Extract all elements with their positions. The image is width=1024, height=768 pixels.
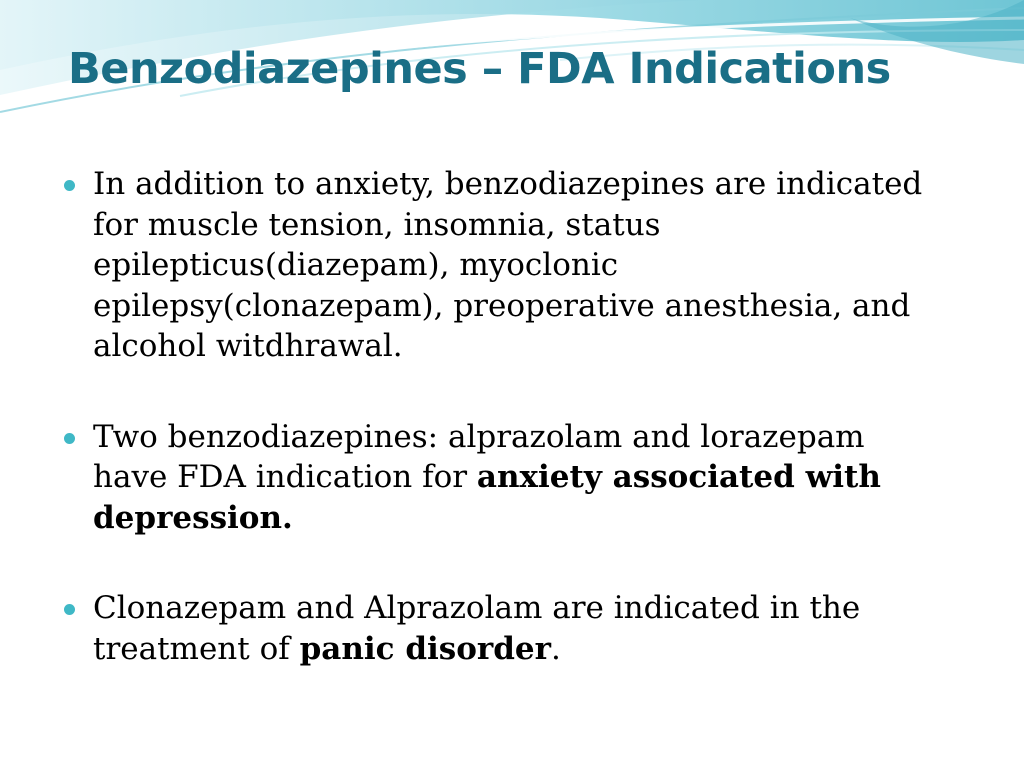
bullet-text-line: Clonazepam and Alprazolam are indicated in the xyxy=(93,590,861,626)
bullet-text-line: epilepticus(diazepam), myoclonic xyxy=(93,247,619,283)
bullet-item-indications xyxy=(64,164,944,367)
bullet-bold-text: panic disorder xyxy=(299,630,551,667)
bullet-text-line: for muscle tension, insomnia, status xyxy=(93,206,661,243)
bullet-text: treatment of xyxy=(93,630,300,667)
bullet-item-anxiety-depression xyxy=(64,417,944,539)
bullet-dot-icon xyxy=(64,180,75,191)
bullet-text-line xyxy=(93,629,944,670)
bullet-text: . xyxy=(550,630,561,667)
bullet-dot-icon xyxy=(64,433,75,444)
bullet-bold-text: depression. xyxy=(93,499,293,536)
slide-title: Benzodiazepines – FDA Indications xyxy=(68,44,891,94)
bullet-dot-icon xyxy=(64,604,75,615)
bullet-text-line: alcohol witdhrawal. xyxy=(93,328,403,364)
bullet-text-line xyxy=(93,498,944,539)
bullet-text-line: In addition to anxiety, benzodiazepines are indicated xyxy=(93,166,923,202)
bullet-list xyxy=(64,164,944,669)
bullet-text-line: Two benzodiazepines: alprazolam and lorazepam xyxy=(93,418,865,455)
bullet-text: have FDA indication for xyxy=(93,459,477,495)
bullet-item-panic-disorder xyxy=(64,588,944,669)
bullet-text-line: epilepsy(clonazepam), preoperative anesthesia, and xyxy=(93,287,911,324)
bullet-text-line xyxy=(93,457,944,498)
bullet-bold-text: anxiety associated with xyxy=(476,459,881,495)
